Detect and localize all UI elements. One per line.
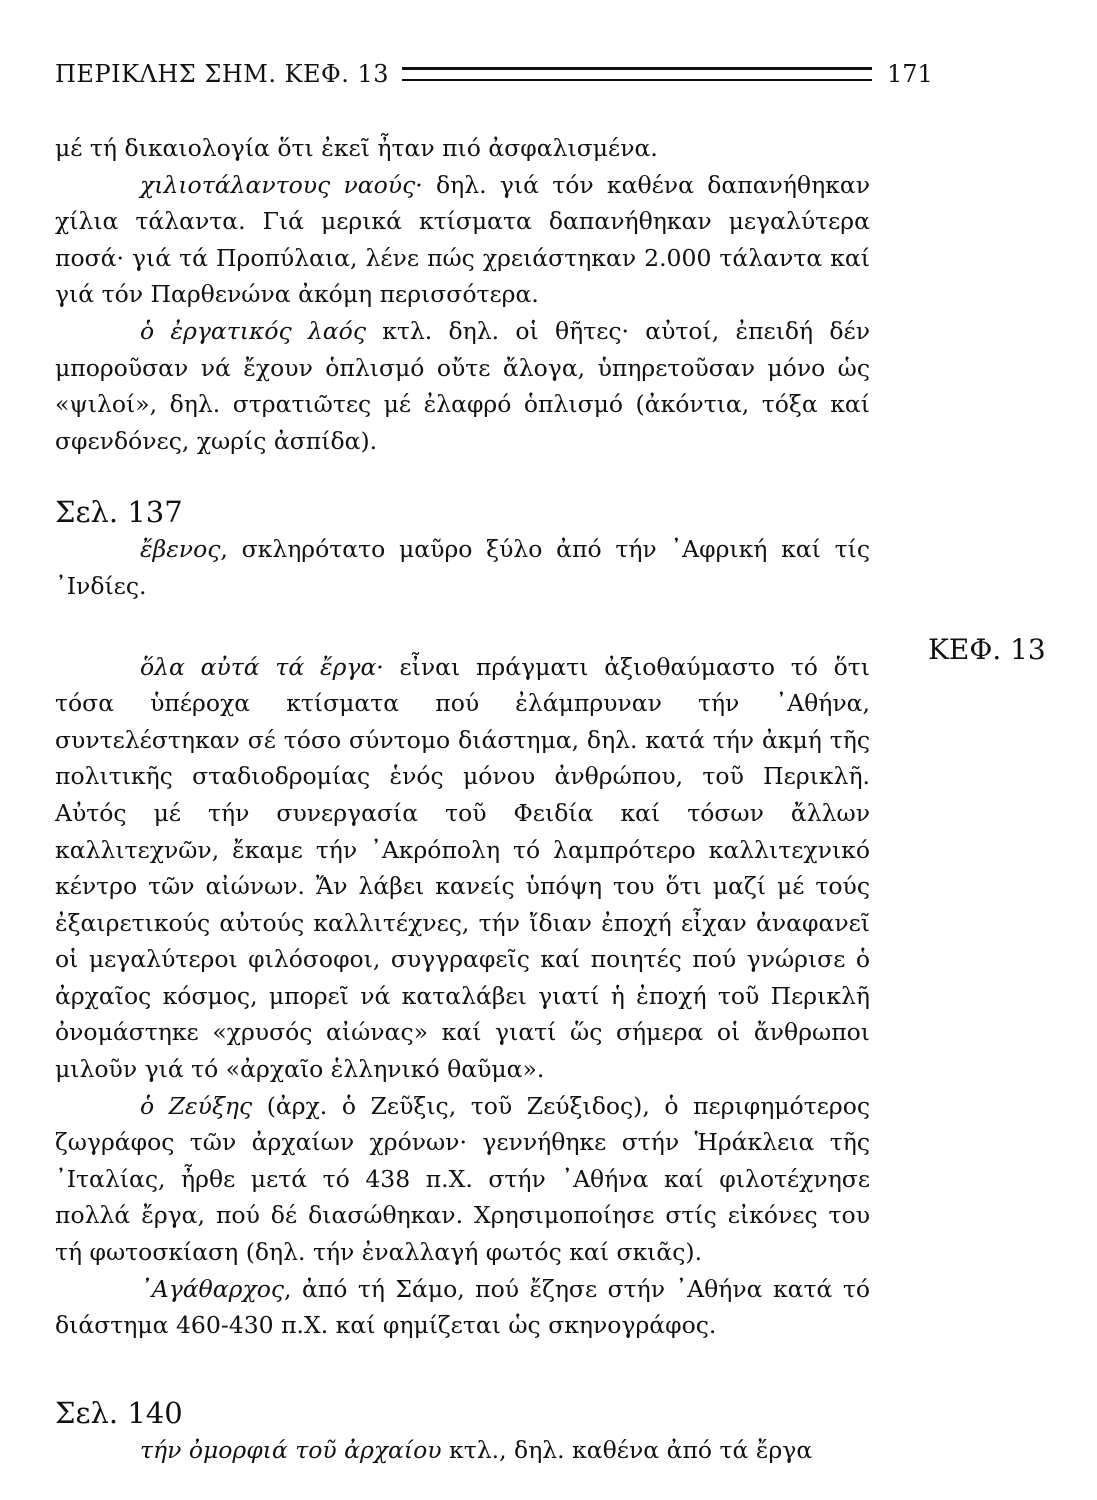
chapter-margin-label: ΚΕΦ. 13 — [928, 633, 1046, 666]
glossary-term: ὅλα αὐτά τά ἔργα· — [140, 652, 384, 681]
paragraph — [55, 531, 870, 604]
paragraph — [55, 1088, 870, 1271]
glossary-term: ᾽Αγάθαρχος — [140, 1274, 285, 1303]
running-header-title: ΠΕΡΙΚΛΗΣ ΣΗΜ. ΚΕΦ. 13 — [55, 60, 390, 88]
paragraph-text: (ἀρχ. ὁ Ζεῦξις, τοῦ Ζεύξιδος), ὁ περιφημότερος ζωγράφος τῶν ἀρχαίων χρόνων· γεννήθηκε στήν Ἡράκλεια τῆς ᾽Ιταλίας, ἦρθε μετά τό 438 π.Χ. στήν ᾽Αθήνα καί φιλοτέχνησε πολλά ἔργα, πού δέ διασώθηκαν. Χρησιμοποίησε στίς εἰκόνες του τή φωτοσκίαση (δηλ. τήν ἐναλλαγή φωτός καί σκιᾶς). — [55, 1091, 871, 1267]
header-double-rule — [402, 67, 872, 81]
paragraph — [55, 130, 870, 167]
paragraph-text: κτλ., δηλ. καθένα ἀπό τά ἔργα — [441, 1435, 813, 1464]
page-number: 171 — [887, 60, 933, 88]
section-heading-140: Σελ. 140 — [55, 1395, 183, 1430]
paragraph — [55, 167, 870, 313]
main-text-column — [55, 130, 870, 1468]
paragraph — [55, 1432, 870, 1469]
section-heading-137: Σελ. 137 — [55, 495, 183, 530]
glossary-term: ὁ Ζεύξης — [140, 1091, 253, 1120]
glossary-term: τήν ὀμορφιά τοῦ ἀρχαίου — [140, 1435, 442, 1464]
paragraph-text: κτλ. δηλ. οἱ θῆτες· αὐτοί, ἐπειδή δέν μποροῦσαν νά ἔχουν ὁπλισμό οὔτε ἄλογα, ὑπηρετοῦσαν μόνο ὡς «ψιλοί», δηλ. στρατιῶτες μέ ἐλαφρό ὁπλισμό (ἀκόντια, τόξα καί σφενδόνες, χωρίς ἀσπίδα). — [55, 316, 870, 455]
paragraph-text: , ἀπό τή Σάμο, πού ἔζησε στήν ᾽Αθήνα κατά τό διάστημα 460-430 π.Χ. καί φημίζεται ὡς σκηνογράφος. — [55, 1274, 870, 1340]
paragraph — [55, 313, 870, 459]
paragraph — [55, 649, 870, 1088]
glossary-term: ἔβενος — [140, 535, 221, 564]
paragraph-text: μέ τή δικαιολογία ὅτι ἐκεῖ ἦταν πιό ἀσφαλισμένα. — [55, 134, 658, 162]
paragraph-text: εἶναι πράγματι ἀξιοθαύμαστο τό ὅτι τόσα ὑπέροχα κτίσματα πού ἐλάμπρυναν τήν ᾽Αθήνα, συντελέστηκαν σέ τόσο σύντομο διάστημα, δηλ. κατά τήν ἀκμή τῆς πολιτικῆς σταδιοδρομίας ἑνός μόνου ἀνθρώπου, τοῦ Περικλῆ. Αὐτός μέ τήν συνεργασία τοῦ Φειδία καί τόσων ἄλλων καλλιτεχνῶν, ἔκαμε τήν ᾽Ακρόπολη τό λαμπρότερο καλλιτεχνικό κέντρο τῶν αἰώνων. Ἄν λάβει κανείς ὑπόψη του ὅτι μαζί μέ τούς ἐξαιρετικούς αὐτούς καλλιτέχνες, τήν ἴδιαν ἐποχή εἶχαν ἀναφανεῖ οἱ μεγαλύτεροι φιλόσοφοι, συγγραφεῖς καί ποιητές πού γνώρισε ὁ ἀρχαῖος κόσμος, μπορεῖ νά καταλάβει γιατί ἡ ἐποχή τοῦ Περικλῆ ὀνομάστηκε «χρυσός αἰώνας» καί γιατί ὥς σήμερα οἱ ἄνθρωποι μιλοῦν γιά τό «ἀρχαῖο ἑλληνικό θαῦμα». — [55, 652, 870, 1084]
glossary-term: ὁ ἐργατικός λαός — [140, 316, 366, 345]
glossary-term: χιλιοτάλαντους ναούς· — [140, 170, 423, 199]
paragraph-text: δηλ. γιά τόν καθένα δαπανήθηκαν χίλια τάλαντα. Γιά μερικά κτίσματα δαπανήθηκαν μεγαλύτερα ποσά· γιά τά Προπύλαια, λένε πώς χρειάστηκαν 2.000 τάλαντα καί γιά τόν Παρθενώνα ἀκόμη περισσότερα. — [55, 170, 870, 309]
paragraph-text: , σκληρότατο μαῦρο ξύλο ἀπό τήν ᾽Αφρική καί τίς ᾽Ινδίες. — [55, 535, 870, 600]
paragraph — [55, 1271, 870, 1344]
running-header — [55, 60, 933, 90]
